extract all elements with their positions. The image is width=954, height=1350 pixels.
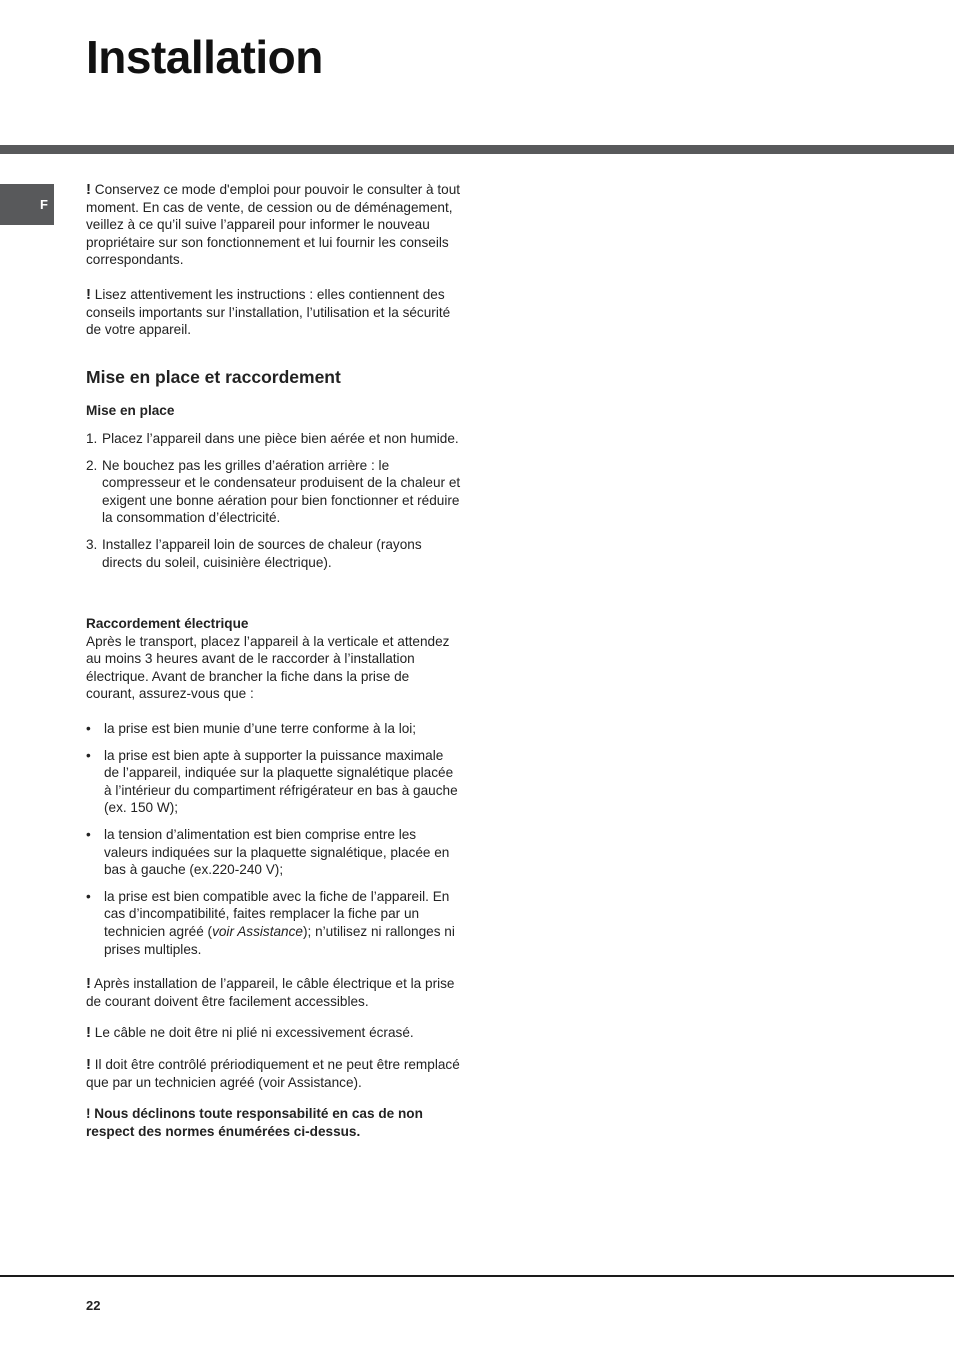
list-item bbox=[86, 747, 462, 817]
check-text-before: la prise est bien compatible avec la fiche de l’appareil. En cas d’incompatibilité, faites remplacer la fiche par un technicien agréé ( bbox=[104, 888, 450, 939]
section-title: Mise en place et raccordement bbox=[86, 366, 341, 387]
header-divider-bar bbox=[0, 145, 954, 154]
electrical-warning-2 bbox=[86, 1024, 462, 1042]
list-item bbox=[86, 457, 462, 527]
page-number: 22 bbox=[86, 1298, 101, 1313]
warning-text: Il doit être contrôlé prériodiquement et ne peut être remplacé que par un technicien agréé (voir Assistance). bbox=[86, 1056, 460, 1090]
step-text: Installez l’appareil loin de sources de chaleur (rayons directs du soleil, cuisinière électrique). bbox=[102, 536, 422, 570]
assistance-reference: voir Assistance bbox=[212, 924, 303, 939]
list-item bbox=[86, 720, 462, 738]
list-item bbox=[86, 826, 462, 879]
placement-title: Mise en place bbox=[86, 403, 175, 419]
list-item bbox=[86, 888, 462, 958]
warning-mark: ! bbox=[86, 181, 91, 198]
list-item bbox=[86, 536, 462, 571]
main-content bbox=[86, 181, 462, 1140]
intro-warning-2 bbox=[86, 286, 462, 339]
bullet: • bbox=[86, 827, 91, 843]
warning-mark: ! bbox=[86, 285, 91, 303]
bullet: • bbox=[86, 888, 91, 904]
step-text: Ne bouchez pas les grilles d’aération arrière : le compresseur et le condensateur produisent de la chaleur et exigent une bonne aération pour bien fonctionner et réduire la consommation d’électricité. bbox=[102, 457, 461, 526]
warning-mark: ! bbox=[86, 1024, 91, 1042]
page-title: Installation bbox=[86, 31, 323, 83]
step-number: 1. bbox=[86, 430, 98, 446]
bullet: • bbox=[86, 747, 91, 763]
electrical-checklist bbox=[86, 720, 462, 958]
warning-text: Lisez attentivement les instructions : elles contiennent des conseils importants sur l’installation, l’utilisation et la sécurité de votre appareil. bbox=[86, 286, 451, 338]
step-number: 3. bbox=[86, 536, 98, 552]
check-text: la prise est bien munie d’une terre conforme à la loi; bbox=[104, 721, 417, 737]
electrical-warning-1 bbox=[86, 975, 462, 1010]
electrical-intro: Après le transport, placez l’appareil à la verticale et attendez au moins 3 heures avant de le raccorder à l’installation électrique. Avant de brancher la fiche dans la prise de courant, assurez-vous que : bbox=[86, 633, 450, 702]
warning-text: Le câble ne doit être ni plié ni excessivement écrasé. bbox=[91, 1025, 414, 1041]
electrical-title: Raccordement électrique bbox=[86, 616, 249, 632]
intro-warning-1 bbox=[86, 181, 462, 269]
check-text: la tension d’alimentation est bien comprise entre les valeurs indiquées sur la plaquette signalétique, placée en bas à gauche (ex.220-240 V); bbox=[104, 827, 450, 878]
step-number: 2. bbox=[86, 457, 98, 473]
bullet: • bbox=[86, 721, 91, 737]
placement-steps bbox=[86, 430, 462, 571]
warning-text: Conservez ce mode d'emploi pour pouvoir le consulter à tout moment. En cas de vente, de cession ou de déménagement, veillez à ce qu’il suive l’appareil pour informer le nouveau propriétaire sur son fonctionnement et lui fournir les conseils correspondants. bbox=[86, 182, 461, 268]
warning-mark: ! bbox=[86, 975, 91, 993]
liability-disclaimer: ! Nous déclinons toute responsabilité en cas de non respect des normes énumérées ci-dessus. bbox=[86, 1106, 423, 1139]
warning-mark: ! bbox=[86, 1055, 91, 1073]
check-text: la prise est bien apte à supporter la puissance maximale de l’appareil, indiquée sur la plaquette signalétique placée à l’intérieur du compartiment réfrigérateur en bas à gauche (ex. 150 W); bbox=[104, 747, 458, 816]
list-item bbox=[86, 430, 462, 448]
language-tab: F bbox=[0, 184, 54, 225]
footer-divider bbox=[0, 1275, 954, 1277]
electrical-warning-3 bbox=[86, 1056, 462, 1091]
step-text: Placez l’appareil dans une pièce bien aérée et non humide. bbox=[102, 430, 459, 446]
check-text-after: ); n’utilisez ni rallonges ni prises multiples. bbox=[104, 924, 455, 957]
warning-text: Après installation de l’appareil, le câble électrique et la prise de courant doivent être facilement accessibles. bbox=[86, 976, 455, 1009]
